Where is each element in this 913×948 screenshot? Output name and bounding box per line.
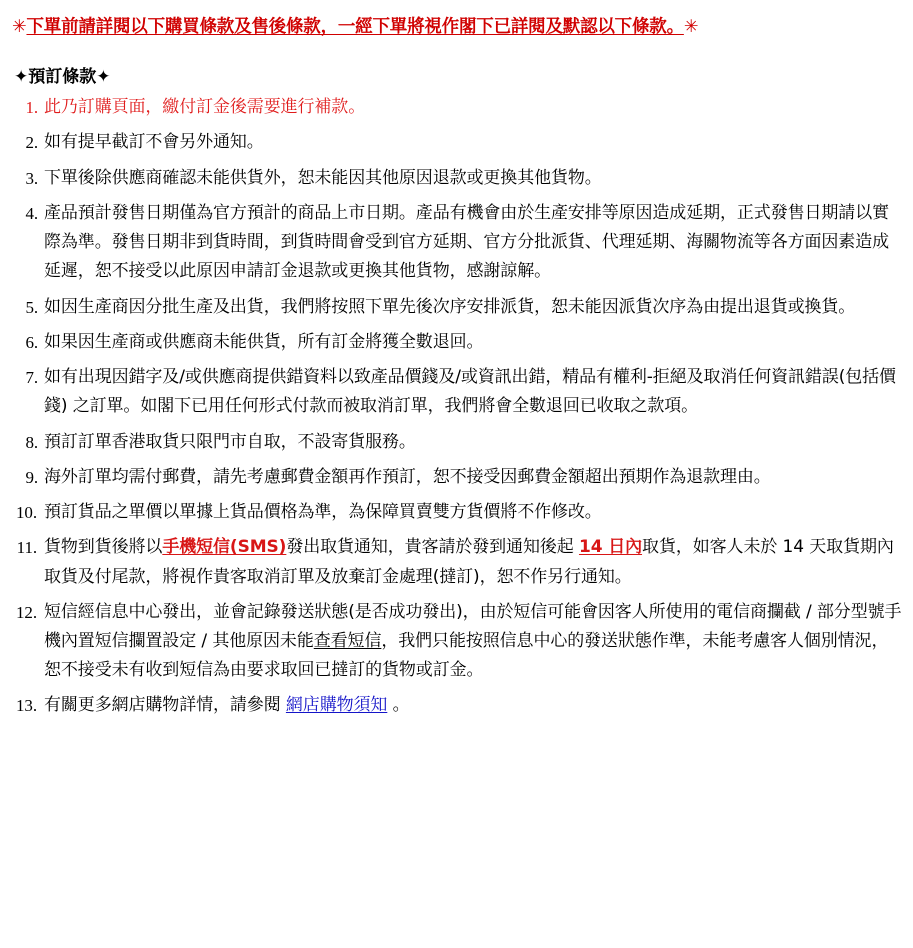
top-warning-text: 下單前請詳閱以下購買條款及售後條款，一經下單將視作閣下已詳閱及默認以下條款。 xyxy=(26,17,684,37)
term-item xyxy=(8,199,905,287)
term-text: 下單後除供應商確認未能供貨外，恕未能因其他原因退款或更換其他貨物。 xyxy=(44,167,602,188)
term-text: 預訂貨品之單價以單據上貨品價格為準，為保障買賣雙方貨價將不作修改。 xyxy=(44,502,602,523)
highlight-red-underline: 手機短信(SMS) xyxy=(162,537,287,558)
term-item xyxy=(8,293,905,322)
star-icon-left: ✳ xyxy=(12,17,27,37)
term-text: 產品預計發售日期僅為官方預計的商品上市日期。產品有機會由於生產安排等原因造成延期，正式發售日期請以實際為準。發售日期非到貨時間，到貨時間會受到官方延期、官方分批派貨、代理延期、海關物流等各方面因素造成延遲，恕不接受以此原因申請訂金退款或更換其他貨物，感謝諒解。 xyxy=(44,202,889,282)
term-text: 發出取貨通知，貴客請於發到通知後起 xyxy=(286,537,579,558)
term-text: 如因生產商因分批生產及出貨，我們將按照下單先後次序安排派貨，恕未能因派貨次序為由提出退貨或換貨。 xyxy=(44,296,856,317)
term-text: 此乃訂購頁面，繳付訂金後需要進行補款。 xyxy=(44,97,366,118)
term-item xyxy=(8,463,905,492)
term-item xyxy=(8,328,905,357)
term-text: 預訂訂單香港取貨只限門市自取，不設寄貨服務。 xyxy=(44,431,416,452)
term-item xyxy=(8,533,905,591)
term-item xyxy=(8,691,905,720)
shopping-notice-link[interactable]: 網店購物須知 xyxy=(285,695,388,716)
section-title-preorder-terms: ✦預訂條款✦ xyxy=(14,67,111,88)
term-text: 如有出現因錯字及/或供應商提供錯資料以致產品價錢及/或資訊出錯，精品有權利-拒絕及取消任何資訊錯誤(包括價錢) 之訂單。如閣下已用任何形式付款而被取消訂單，我們將會全數退回已收取之款項。 xyxy=(44,367,896,417)
term-text: 海外訂單均需付郵費，請先考慮郵費金額再作預訂，恕不接受因郵費金額超出預期作為退款理由。 xyxy=(44,466,771,487)
term-text: 。 xyxy=(387,695,410,716)
star-icon-right: ✳ xyxy=(683,17,699,37)
term-item xyxy=(8,128,905,157)
term-text: 如有提早截訂不會另外通知。 xyxy=(44,132,264,153)
highlight-red-underline: 14 日內 xyxy=(578,537,643,558)
top-warning-banner xyxy=(12,14,905,40)
term-item xyxy=(8,428,905,457)
term-text: 取貨，如客人未於 14 天取貨期內取貨及付尾款，將視作貴客取消訂單及放棄訂金處理(撻訂)，恕不作另行通知。 xyxy=(44,537,894,587)
term-text: 如果因生產商或供應商未能供貨，所有訂金將獲全數退回。 xyxy=(44,331,484,352)
term-item xyxy=(8,598,905,686)
term-text: 有關更多網店購物詳情，請參閱 xyxy=(44,695,286,716)
term-item xyxy=(8,164,905,193)
term-item xyxy=(8,498,905,527)
term-item xyxy=(8,93,905,122)
term-item xyxy=(8,363,905,421)
term-text: ，我們只能按照信息中心的發送狀態作準，未能考慮客人個別情況，恕不接受未有收到短信為由要求取回已撻訂的貨物或訂金。 xyxy=(44,631,889,681)
highlight-underline: 查看短信 xyxy=(313,631,382,651)
term-text: 貨物到貨後將以 xyxy=(44,537,163,558)
term-text: 短信經信息中心發出，並會記錄發送狀態(是否成功發出)，由於短信可能會因客人所使用的電信商攔截 / 部分型號手機內置短信攔置設定 / 其他原因未能 xyxy=(44,601,902,651)
terms-list xyxy=(8,93,905,720)
